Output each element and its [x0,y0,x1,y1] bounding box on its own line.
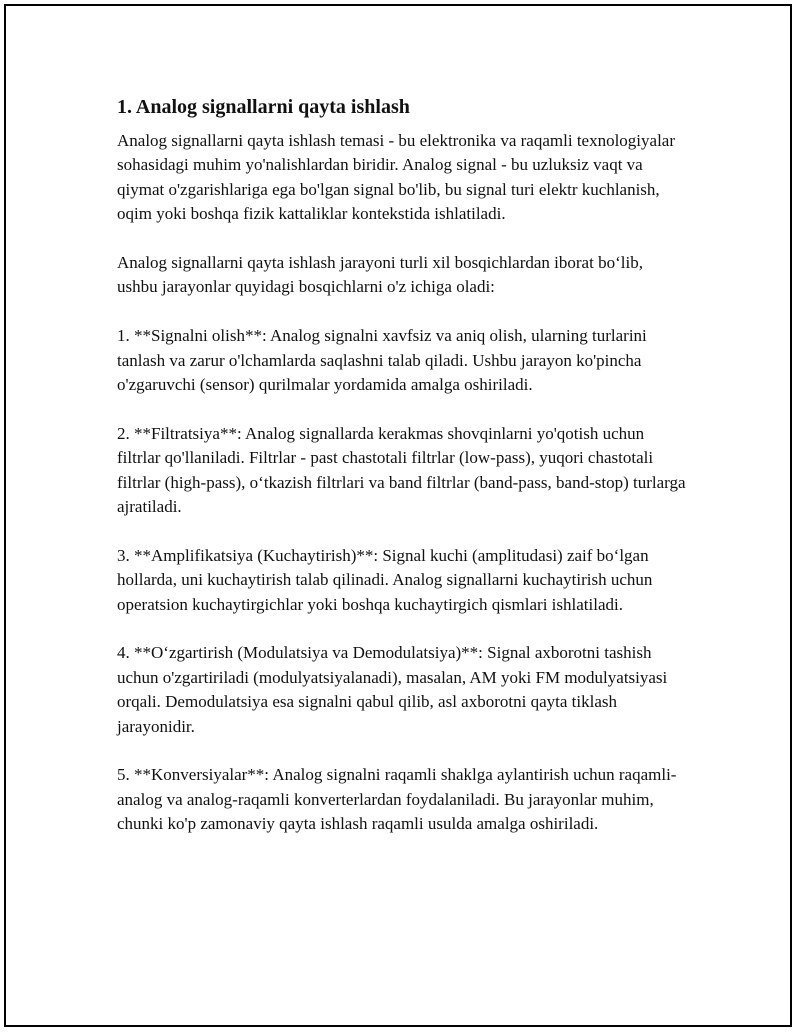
process-paragraph: Analog signallarni qayta ishlash jarayoni turli xil bosqichlardan iborat bo‘lib, ushbu jarayonlar quyidagi bosqichlarni o'z ichiga oladi: [117,253,643,297]
step-signal-acquisition: 1. **Signalni olish**: Analog signalni xavfsiz va aniq olish, ularning turlarini tanlash va zarur o'lchamlarda saqlashni talab qiladi. Ushbu jarayon ko'pincha o'zgaruvchi (sensor) qurilmalar yordamida amalga oshiriladi. [117,326,647,395]
document-body [117,93,687,861]
step-modulation: 4. **O‘zgartirish (Modulatsiya va Demodulatsiya)**: Signal axborotni tashish uchun o'zgartiriladi (modulyatsiyalanadi), masalan, AM yoki FM modulyatsiyasi orqali. Demodulatsiya esa signalni qabul qilib, asl axborotni qayta tiklash jarayonidir. [117,643,668,736]
step-conversion: 5. **Konversiyalar**: Analog signalni raqamli shaklga aylantirish uchun raqamli-analog va analog-raqamli konverterlardan foydalaniladi. Bu jarayonlar muhim, chunki ko'p zamonaviy qayta ishlash raqamli usulda amalga oshiriladi. [117,765,677,834]
intro-paragraph: Analog signallarni qayta ishlash temasi - bu elektronika va raqamli texnologiyalar sohasidagi muhim yo'nalishlardan biridir. Analog signal - bu uzluksiz vaqt va qiymat o'zgarishlariga ega bo'lgan signal bo'lib, bu signal turi elektr kuchlanish, oqim yoki boshqa fizik kattaliklar kontekstida ishlatiladi. [117,131,676,224]
step-filtration: 2. **Filtratsiya**: Analog signallarda kerakmas shovqinlarni yo'qotish uchun filtrlar qo'llaniladi. Filtrlar - past chastotali filtrlar (low-pass), yuqori chastotali filtrlar (high-pass), o‘tkazish filtrlari va band filtrlar (band-pass, band-stop) turlarga ajratiladi. [117,423,686,517]
step-amplification: 3. **Amplifikatsiya (Kuchaytirish)**: Signal kuchi (amplitudasi) zaif bo‘lgan hollarda, uni kuchaytirish talab qilinadi. Analog signallarni kuchaytirish uchun operatsion kuchaytirgichlar yoki boshqa kuchaytirgich qismlari ishlatiladi. [117,545,653,614]
section-heading: 1. Analog signallarni qayta ishlash [117,96,410,118]
